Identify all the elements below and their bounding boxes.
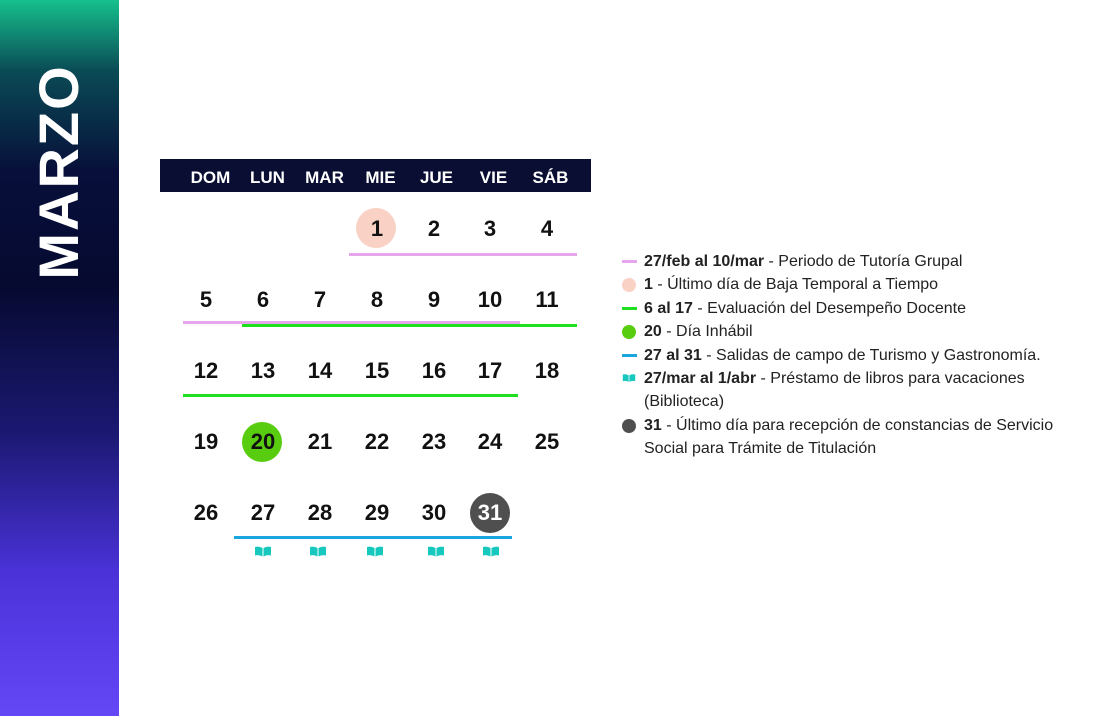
gray-dot-marker: [622, 419, 636, 433]
month-sidebar: [0, 0, 119, 716]
day-cell: 17: [477, 358, 503, 383]
day-cell: 25: [534, 429, 560, 454]
day-cell: 23: [421, 429, 447, 454]
day-cell: 16: [421, 358, 447, 383]
legend-date: 27 al 31: [644, 346, 702, 364]
legend-date: 6 al 17: [644, 299, 693, 317]
day-cell: 9: [427, 287, 441, 312]
book-icon: [622, 373, 636, 383]
green-dot-marker: [622, 325, 636, 339]
legend-item-baja-temporal: [622, 273, 1082, 296]
legend-text: - Día Inhábil: [661, 323, 753, 341]
legend-text: - Préstamo de libros para vacaciones (Biblioteca): [644, 370, 1025, 411]
calendar-legend: [622, 250, 1082, 461]
day-cell: 27: [250, 500, 276, 525]
weekday-sab: SÁB: [532, 168, 569, 187]
day-cell: 18: [534, 358, 560, 383]
tutoria-line-week1: [349, 253, 577, 256]
legend-item-prestamo-libros: [622, 367, 1082, 414]
legend-text: - Último día de Baja Temporal a Tiempo: [652, 276, 939, 294]
day-cell: 11: [535, 287, 559, 312]
day-cell: 8: [370, 287, 384, 312]
legend-item-dia-inhabil: [622, 320, 1082, 343]
day-cell: 7: [313, 287, 327, 312]
legend-text: - Salidas de campo de Turismo y Gastronomía.: [701, 346, 1041, 364]
day-cell: 3: [483, 216, 497, 241]
day-cell: 4: [540, 216, 554, 241]
legend-date: 27/mar al 1/abr: [644, 370, 757, 388]
day-cell: 21: [307, 429, 333, 454]
day-cell: 1: [370, 216, 384, 241]
weekday-mar: MAR: [305, 168, 344, 187]
legend-item-evaluacion: [622, 297, 1082, 320]
day-cell: 24: [477, 429, 503, 454]
day-cell: 15: [364, 358, 390, 383]
evaluacion-line-week3: [183, 394, 518, 397]
day-cell: 12: [193, 358, 219, 383]
book-icon: [427, 546, 445, 557]
legend-item-salidas-campo: [622, 344, 1082, 367]
day-cell: 30: [421, 500, 447, 525]
blue-line-marker: [622, 354, 637, 357]
day-cell: 5: [199, 287, 213, 312]
legend-date: 27/feb al 10/mar: [644, 253, 765, 270]
weekday-jue: JUE: [419, 168, 454, 187]
legend-text: - Periodo de Tutoría Grupal: [764, 253, 963, 270]
legend-text: - Evaluación del Desempeño Docente: [692, 299, 966, 317]
pink-line-marker: [622, 260, 637, 263]
green-line-marker: [622, 307, 637, 310]
book-icon: [482, 546, 500, 557]
day-cell: 10: [477, 287, 503, 312]
weekday-dom: DOM: [190, 168, 231, 187]
day-cell: 28: [307, 500, 333, 525]
day-cell: 22: [364, 429, 390, 454]
day-cell: 6: [256, 287, 270, 312]
legend-item-servicio-social: [622, 414, 1082, 461]
day-cell: 14: [307, 358, 333, 383]
legend-item-tutoria: [622, 250, 1082, 273]
legend-date: 1: [644, 276, 653, 294]
book-icon: [366, 546, 384, 557]
weekday-vie: VIE: [479, 168, 508, 187]
day-cell: 19: [193, 429, 219, 454]
day-cell: 29: [364, 500, 390, 525]
month-title: MARZO: [27, 64, 90, 280]
legend-text: - Último día para recepción de constancias de Servicio Social para Trámite de Titulación: [644, 416, 1054, 458]
day-cell: 13: [250, 358, 276, 383]
legend-date: 20: [644, 323, 662, 341]
day-cell: 31: [477, 500, 503, 525]
legend-date: 31: [644, 416, 662, 434]
book-icon: [309, 546, 327, 557]
weekday-lun: LUN: [250, 168, 285, 187]
day-cell: 26: [193, 500, 219, 525]
salidas-campo-line: [234, 536, 512, 539]
day-cell: 20: [250, 429, 276, 454]
weekday-header: [160, 159, 591, 192]
weekday-mie: MIE: [365, 168, 396, 187]
evaluacion-line-week2: [242, 324, 577, 327]
peach-dot-marker: [622, 278, 636, 292]
day-cell: 2: [427, 216, 441, 241]
book-icon: [254, 546, 272, 557]
